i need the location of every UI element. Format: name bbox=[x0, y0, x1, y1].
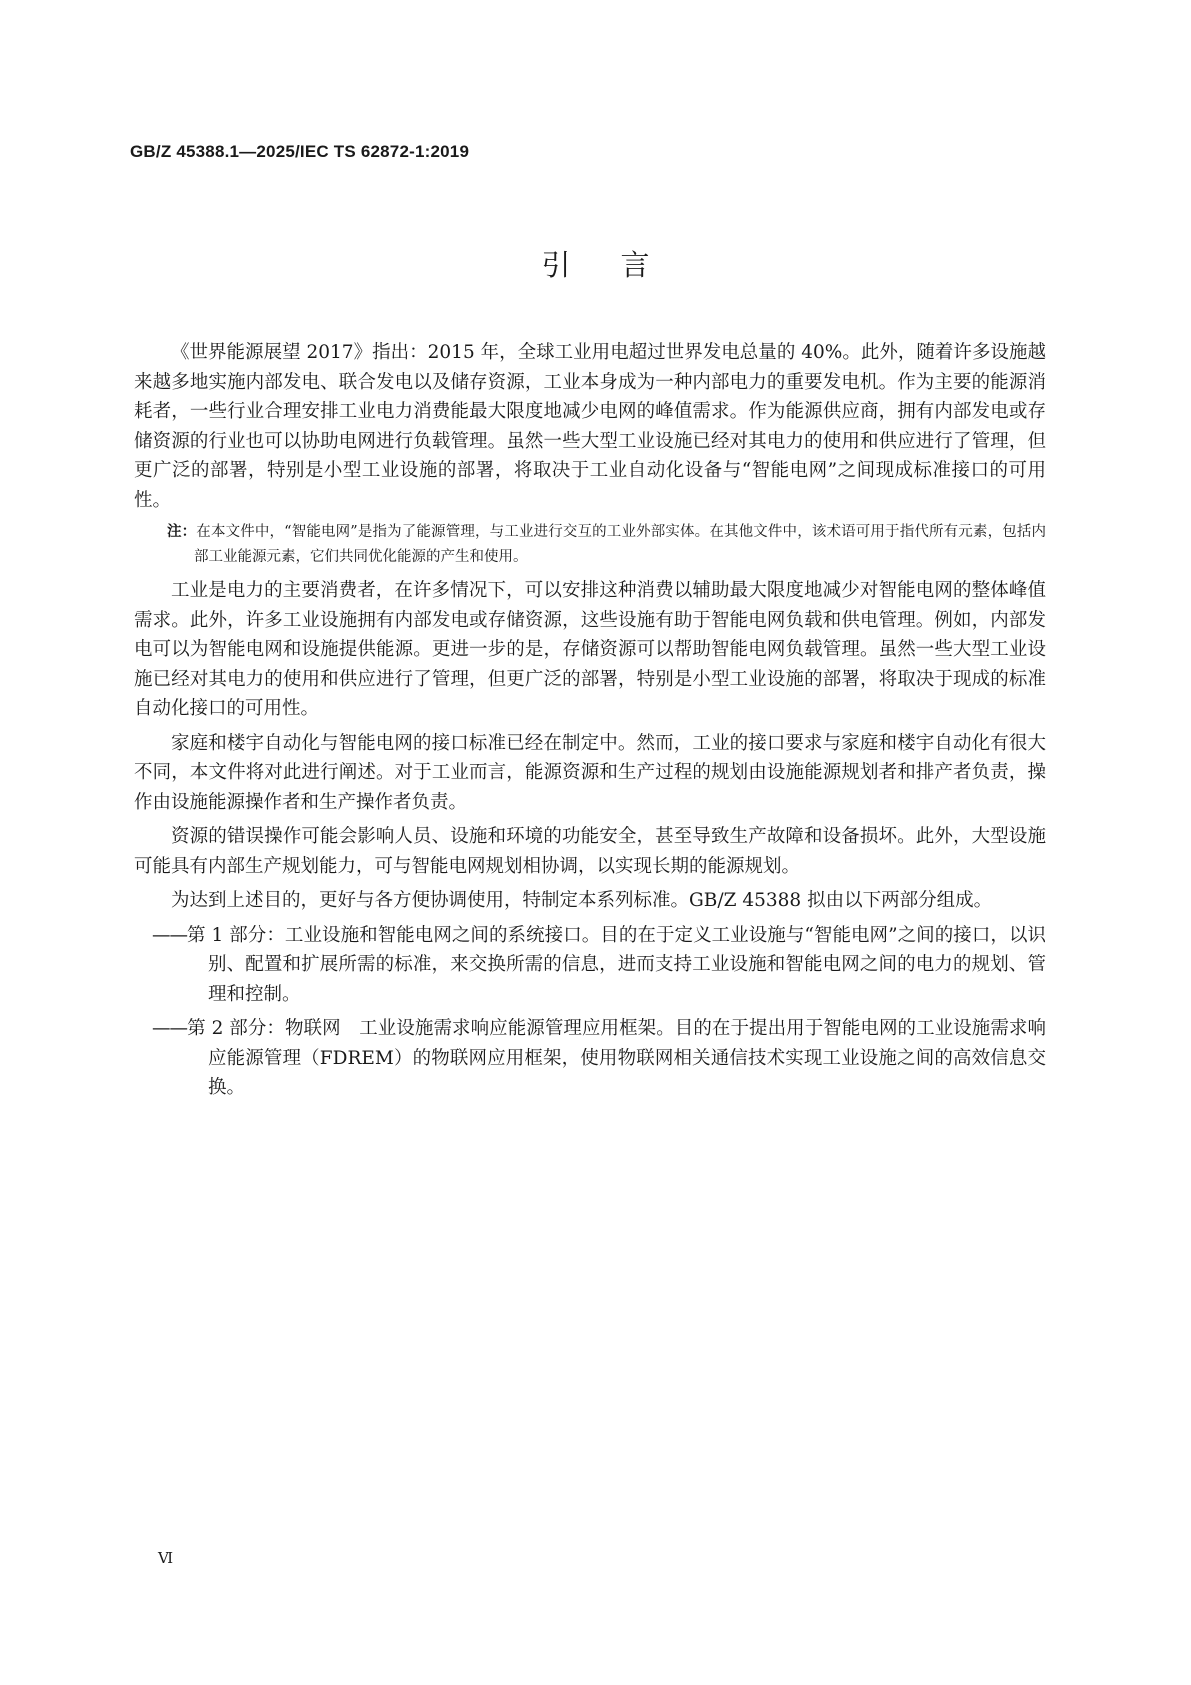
document-code-header: GB/Z 45388.1—2025/IEC TS 62872-1:2019 bbox=[130, 142, 470, 161]
note-text: 在本文件中，“智能电网”是指为了能源管理，与工业进行交互的工业外部实体。在其他文件中，该术语可用于指代所有元素，包括内部工业能源元素，它们共同优化能源的产生和使用。 bbox=[194, 524, 1047, 565]
note-label: 注： bbox=[167, 524, 197, 540]
list-item-text: 第 2 部分：物联网 工业设施需求响应能源管理应用框架。目的在于提出用于智能电网的工业设施需求响应能源管理（FDREM）的物联网应用框架，使用物联网相关通信技术实现工业设施之间的高效信息交换。 bbox=[187, 1018, 1046, 1098]
list-item-text: 第 1 部分：工业设施和智能电网之间的系统接口。目的在于定义工业设施与“智能电网”之间的接口，以识别、配置和扩展所需的标准，来交换所需的信息，进而支持工业设施和智能电网之间的电力的规划、管理和控制。 bbox=[187, 924, 1046, 1005]
introduction-body bbox=[134, 338, 1046, 1108]
note bbox=[134, 520, 1046, 570]
paragraph-4: 资源的错误操作可能会影响人员、设施和环境的功能安全，甚至导致生产故障和设备损坏。此外，大型设施可能具有内部生产规划能力，可与智能电网规划相协调，以实现长期的能源规划。 bbox=[134, 826, 1046, 877]
dash-marker: —— bbox=[152, 924, 187, 946]
page-title: 引言 bbox=[541, 248, 700, 282]
list-item-part-1 bbox=[134, 921, 1046, 1010]
page-number: Ⅵ bbox=[158, 1549, 174, 1567]
paragraph-1: 《世界能源展望 2017》指出：2015 年，全球工业用电超过世界发电总量的 40%。此外，随着许多设施越来越多地实施内部发电、联合发电以及储存资源，工业本身成为一种内部电力的重要发电机。作为主要的能源消耗者，一些行业合理安排工业电力消费能最大限度地减少电网的峰值需求。作为能源供应商，拥有内部发电或存储资源的行业也可以协助电网进行负载管理。虽然一些大型工业设施已经对其电力的使用和供应进行了管理，但更广泛的部署，特别是小型工业设施的部署，将取决于工业自动化设备与“智能电网”之间现成标准接口的可用性。 bbox=[134, 342, 1046, 511]
paragraph-3: 家庭和楼宇自动化与智能电网的接口标准已经在制定中。然而，工业的接口要求与家庭和楼宇自动化有很大不同，本文件将对此进行阐述。对于工业而言，能源资源和生产过程的规划由设施能源规划者和排产者负责，操作由设施能源操作者和生产操作者负责。 bbox=[134, 732, 1046, 813]
dash-marker: —— bbox=[152, 1018, 187, 1039]
paragraph-5: 为达到上述目的，更好与各方便协调使用，特制定本系列标准。GB/Z 45388 拟由以下两部分组成。 bbox=[171, 890, 993, 911]
paragraph-2: 工业是电力的主要消费者，在许多情况下，可以安排这种消费以辅助最大限度地减少对智能电网的整体峰值需求。此外，许多工业设施拥有内部发电或存储资源，这些设施有助于智能电网负载和供电管理。例如，内部发电可以为智能电网和设施提供能源。更进一步的是，存储资源可以帮助智能电网负载管理。虽然一些大型工业设施已经对其电力的使用和供应进行了管理，但更广泛的部署，特别是小型工业设施的部署，将取决于现成的标准自动化接口的可用性。 bbox=[134, 580, 1046, 719]
list-item-part-2 bbox=[134, 1014, 1046, 1103]
